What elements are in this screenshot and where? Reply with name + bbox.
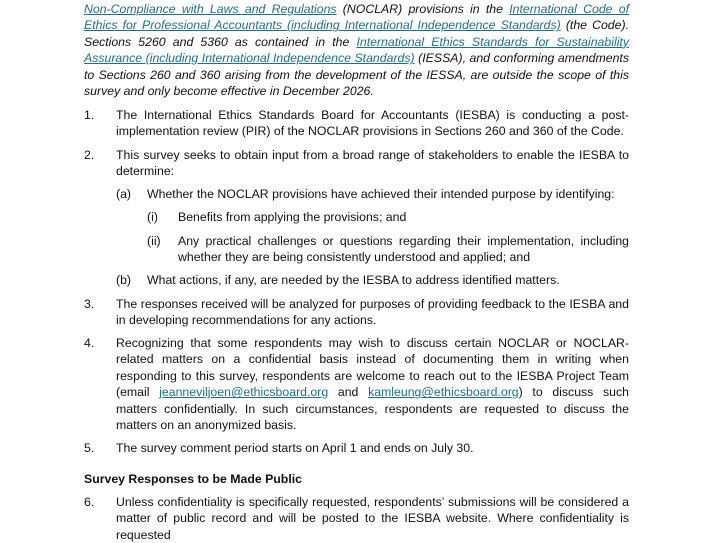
list-text-part: and <box>328 385 369 400</box>
sub-sub-label: (i) <box>147 210 158 224</box>
section-heading: Survey Responses to be Made Public <box>84 472 302 486</box>
sub-label: (a) <box>116 187 132 201</box>
list-number: 6. <box>84 495 95 509</box>
list-number: 3. <box>84 297 95 311</box>
intro-text-2: (the Code). Sections 5260 and 5360 as contained in the <box>84 18 629 49</box>
intro-paragraph <box>84 1 629 99</box>
list-text-part: Recognizing that some respondents may wish to discuss certain NOCLAR or NOCLAR-related matters on a confidential basis instead of documenting them in writing when responding to this survey, respondents are welcome to reach out to the IESBA Project Team (email <box>116 336 629 400</box>
list-number: 2. <box>84 148 95 162</box>
email-link-kamleung[interactable]: kamleung@ethicsboard.org <box>368 385 519 400</box>
list-number: 4. <box>84 336 95 350</box>
list-text-part: ) to discuss such matters confidentially. In such circumstances, respondents are requested to discuss the matters on an anonymized basis. <box>116 385 629 433</box>
list-text: The International Ethics Standards Board for Accountants (IESBA) is conducting a post-implementation review (PIR) of the NOCLAR provisions in Sections 260 and 360 of the Code. <box>116 108 629 139</box>
sub-sub-text: Any practical challenges or questions regarding their implementation, including whether they are being consistently understood and applied; and <box>178 234 629 265</box>
iessa-link[interactable]: International Ethics Standards for Sustainability Assurance (including International Independence Standards) <box>84 34 629 66</box>
sub-text: Whether the NOCLAR provisions have achieved their intended purpose by identifying: <box>147 187 615 201</box>
noclar-link[interactable]: Non-Compliance with Laws and Regulations <box>84 2 337 16</box>
list-text: Unless confidentiality is specifically requested, respondents’ submissions will be considered a matter of public record and will be posted to the IESBA website. Where confidentiality is requested <box>116 495 629 542</box>
sub-text: What actions, if any, are needed by the IESBA to address identified matters. <box>147 273 560 287</box>
sub-label: (b) <box>116 273 132 287</box>
list-number: 1. <box>84 108 95 122</box>
list-number: 5. <box>84 441 95 455</box>
intro-text-1: (NOCLAR) provisions in the <box>336 2 510 16</box>
list-text: The responses received will be analyzed for purposes of providing feedback to the IESBA and in developing recommendations for any actions. <box>116 297 629 328</box>
code-of-ethics-link[interactable]: International Code of Ethics for Professional Accountants (including International Independence Standards) <box>84 2 630 33</box>
sub-sub-label: (ii) <box>147 234 161 248</box>
list-text <box>116 335 629 433</box>
list-text: The survey comment period starts on April 1 and ends on July 30. <box>116 441 474 455</box>
sub-sub-text: Benefits from applying the provisions; and <box>178 210 407 224</box>
intro-text-3: (IESSA), and conforming amendments to Sections 260 and 360 arising from the development of the IESSA, are outside the scope of this survey and only become effective in December 2026. <box>84 51 629 99</box>
list-text: This survey seeks to obtain input from a broad range of stakeholders to enable the IESBA to determine: <box>116 148 629 179</box>
email-link-jeanneviljoen[interactable]: jeanneviljoen@ethicsboard.org <box>159 385 329 400</box>
